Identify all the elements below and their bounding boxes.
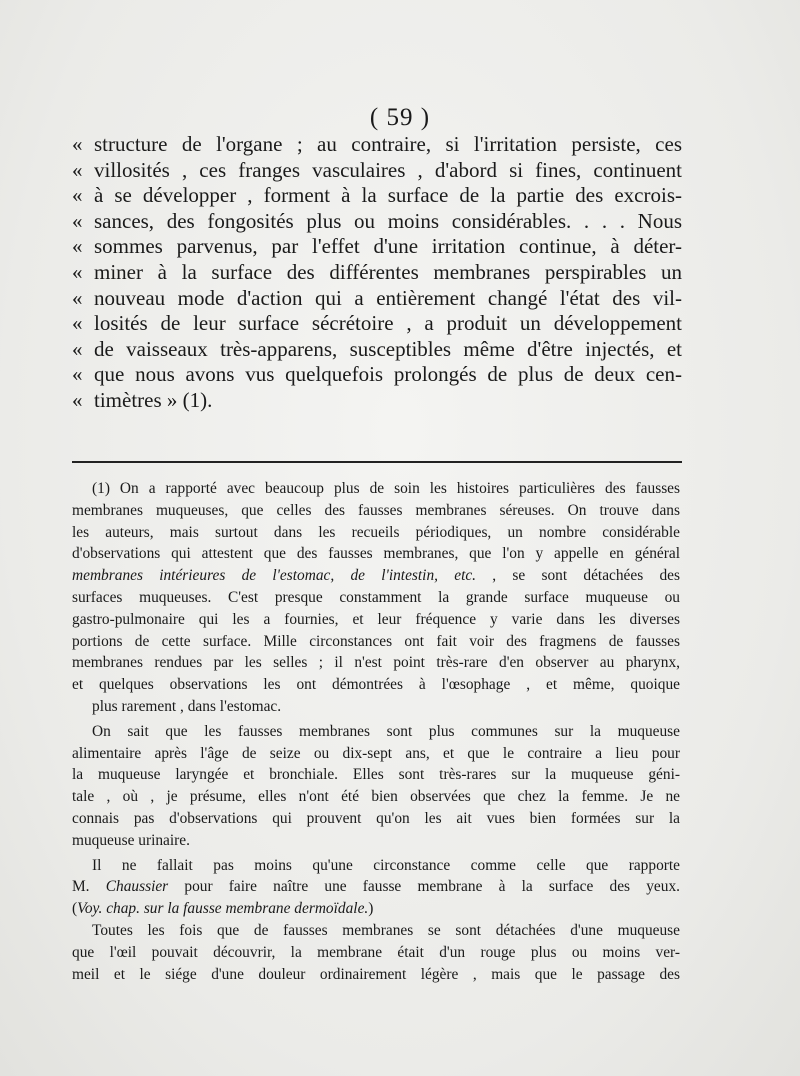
main-line-text: sances, des fongosités plus ou moins considérables. . . . Nous — [94, 208, 682, 233]
footnote-italic-text: membranes intérieures de l'estomac, de l'intestin, etc. — [72, 567, 477, 585]
footnote-line: alimentaire après l'âge de seize ou dix-sept ans, et que le contraire a lieu pour — [72, 744, 680, 762]
main-line — [72, 183, 682, 209]
main-text-block — [72, 132, 682, 414]
footnote-line: On sait que les fausses membranes sont plus communes sur la muqueuse — [92, 722, 680, 740]
footnote-line: et quelques observations les ont démontrées à l'œsophage , et même, quoique — [72, 676, 680, 694]
footnote-line — [72, 898, 680, 920]
footnote-italic-reference: Voy. chap. sur la fausse membrane dermoïdale. — [77, 900, 369, 918]
footnote-text: pour faire naître une fausse membrane à la surface des yeux. — [184, 878, 680, 896]
footnote-line: que l'œil pouvait découvrir, la membrane était d'un rouge plus ou moins ver- — [72, 943, 680, 961]
quote-mark: « — [72, 311, 83, 336]
main-line — [72, 234, 682, 260]
footnote-line: membranes rendues par les selles ; il n'est point très-rare d'en observer au pharynx, — [72, 654, 680, 672]
footnote-paren-open: ( — [72, 900, 78, 918]
footnote-line: connais pas d'observations qui prouvent qu'on les ait vues bien formées sur la — [72, 809, 680, 827]
quote-mark: « — [72, 259, 83, 284]
footnote-line: plus rarement , dans l'estomac. — [92, 697, 282, 715]
main-line — [72, 337, 682, 363]
footnote-line: portions de cette surface. Mille circonstances ont fait voir des fragmens de fausses — [72, 632, 680, 650]
main-line-text: de vaisseaux très-apparens, susceptibles même d'être injectés, et — [94, 336, 682, 361]
footnote-line: meil et le siége d'une douleur ordinairement légère , mais que le passage des — [72, 965, 680, 983]
footnote-line: les auteurs, mais surtout dans les recueils périodiques, un nombre considérable — [72, 523, 680, 541]
main-line — [72, 286, 682, 312]
main-line-text: villosités , ces franges vasculaires , d'abord si fines, continuent — [94, 157, 682, 182]
footnote-line: d'observations qui attestent que des fausses membranes, que l'on y appelle en général — [72, 545, 680, 563]
footnote-text: , se sont détachées des — [492, 567, 680, 585]
footnote-line — [72, 565, 680, 587]
main-line-text: miner à la surface des différentes membranes perspirables un — [94, 259, 682, 284]
main-line — [72, 209, 682, 235]
footnote-line: muqueuse urinaire. — [72, 831, 190, 849]
footnote-line: Toutes les fois que de fausses membranes se sont détachées d'une muqueuse — [92, 921, 680, 939]
footnote-line: membranes muqueuses, que celles des fausses membranes séreuses. On trouve dans — [72, 501, 680, 519]
main-line-text: timètres » (1). — [94, 387, 213, 412]
main-line-text: nouveau mode d'action qui a entièrement changé l'état des vil- — [94, 285, 682, 310]
quote-mark: « — [72, 157, 83, 182]
footnote-author-name: Chaussier — [105, 878, 169, 896]
main-line-text: sommes parvenus, par l'effet d'une irritation continue, à déter- — [94, 234, 682, 259]
quote-mark: « — [72, 285, 83, 310]
footnote-line: (1) On a rapporté avec beaucoup plus de soin les histoires particulières des fausses — [92, 480, 680, 497]
footnote-line: gastro-pulmonaire qui les a fournies, et leur fréquence y varie dans les diverses — [72, 610, 680, 628]
footnote-paren-close: ) — [368, 900, 374, 918]
footnote-line: Il ne fallait pas moins qu'une circonstance comme celle que rapporte — [92, 856, 680, 874]
footnote-line — [72, 876, 680, 898]
main-line-text: structure de l'organe ; au contraire, si l'irritation persiste, ces — [94, 132, 682, 156]
page-number: ( 59 ) — [369, 104, 431, 131]
quote-mark: « — [72, 132, 83, 156]
main-line — [72, 388, 682, 414]
quote-mark: « — [72, 234, 83, 259]
main-line-text: que nous avons vus quelquefois prolongés de plus de deux cen- — [94, 362, 682, 387]
footnote-line: surfaces muqueuses. C'est presque constamment la grande surface muqueuse ou — [72, 588, 680, 606]
main-line-text: à se développer , forment à la surface de la partie des excrois- — [94, 183, 682, 208]
footnote-text: M. — [72, 878, 90, 896]
quote-mark: « — [72, 208, 83, 233]
main-line — [72, 311, 682, 337]
footnote-line: tale , où , je présume, elles n'ont été bien observées que chez la femme. Je ne — [72, 788, 680, 806]
quote-mark: « — [72, 183, 83, 208]
main-line — [72, 132, 682, 158]
main-line — [72, 260, 682, 286]
footnote-divider — [72, 461, 682, 463]
footnote-block — [72, 478, 680, 985]
quote-mark: « — [72, 362, 83, 387]
main-line-text: losités de leur surface sécrétoire , a produit un développement — [94, 311, 682, 336]
quote-mark: « — [72, 387, 83, 412]
quote-mark: « — [72, 336, 83, 361]
main-line — [72, 158, 682, 184]
main-line — [72, 362, 682, 388]
footnote-line: la muqueuse laryngée et bronchiale. Elles sont très-rares sur la muqueuse géni- — [72, 766, 680, 784]
